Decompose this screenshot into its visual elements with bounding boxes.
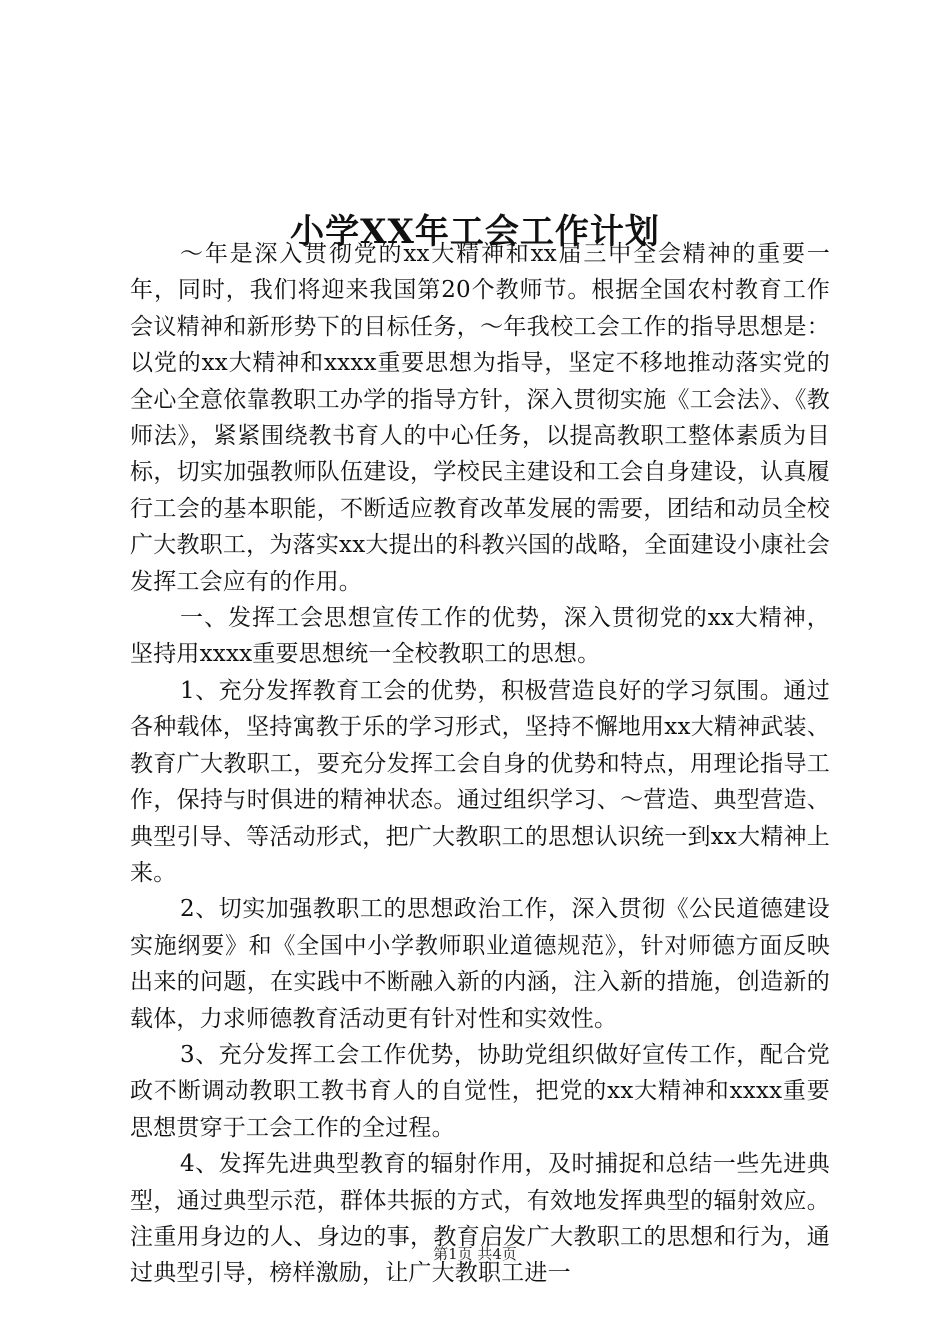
- paragraph-item-4: 4、发挥先进典型教育的辐射作用，及时捕捉和总结一些先进典型，通过典型示范，群体共振的方式，有效地发挥典型的辐射效应。注重用身边的人、身边的事，教育启发广大教职工的思想和行为，通过典型引导，榜样激励，让广大教职工进一: [130, 1151, 830, 1287]
- paragraph-item-1: 1、充分发挥教育工会的优势，积极营造良好的学习氛围。通过各种载体，坚持寓教于乐的学习形式，坚持不懈地用xx大精神武装、教育广大教职工，要充分发挥工会自身的优势和特点，用理论指导工作，保持与时俱进的精神状态。通过组织学习、～营造、典型营造、典型引导、等活动形式，把广大教职工的思想认识统一到xx大精神上来。: [130, 677, 830, 886]
- paragraph-section-1-heading: 一、发挥工会思想宣传工作的优势，深入贯彻党的xx大精神，坚持用xxxx重要思想统一全校教职工的思想。: [130, 605, 830, 668]
- document-body: [130, 236, 830, 1292]
- page-number-footer: 第1页 共4页: [433, 1245, 517, 1263]
- paragraph-intro: ～年是深入贯彻党的xx大精神和xx届三中全会精神的重要一年，同时，我们将迎来我国第20个教师节。根据全国农村教育工作会议精神和新形势下的目标任务，～年我校工会工作的指导思想是：以党的xx大精神和xxxx重要思想为指导，坚定不移地推动落实党的全心全意依靠教职工办学的指导方针，深入贯彻实施《工会法》、《教师法》，紧紧围绕教书育人的中心任务，以提高教职工整体素质为目标，切实加强教师队伍建设，学校民主建设和工会自身建设，认真履行工会的基本职能，不断适应教育改革发展的需要，团结和动员全校广大教职工，为落实xx大提出的科教兴国的战略，全面建设小康社会发挥工会应有的作用。: [130, 241, 830, 595]
- paragraph-item-2: 2、切实加强教职工的思想政治工作，深入贯彻《公民道德建设实施纲要》和《全国中小学教师职业道德规范》，针对师德方面反映出来的问题，在实践中不断融入新的内涵，注入新的措施，创造新的载体，力求师德教育活动更有针对性和实效性。: [130, 896, 830, 1032]
- document-title: 小学XX年工会工作计划: [290, 211, 660, 252]
- paragraph-item-3: 3、充分发挥工会工作优势，协助党组织做好宣传工作，配合党政不断调动教职工教书育人的自觉性，把党的xx大精神和xxxx重要思想贯穿于工会工作的全过程。: [130, 1041, 830, 1141]
